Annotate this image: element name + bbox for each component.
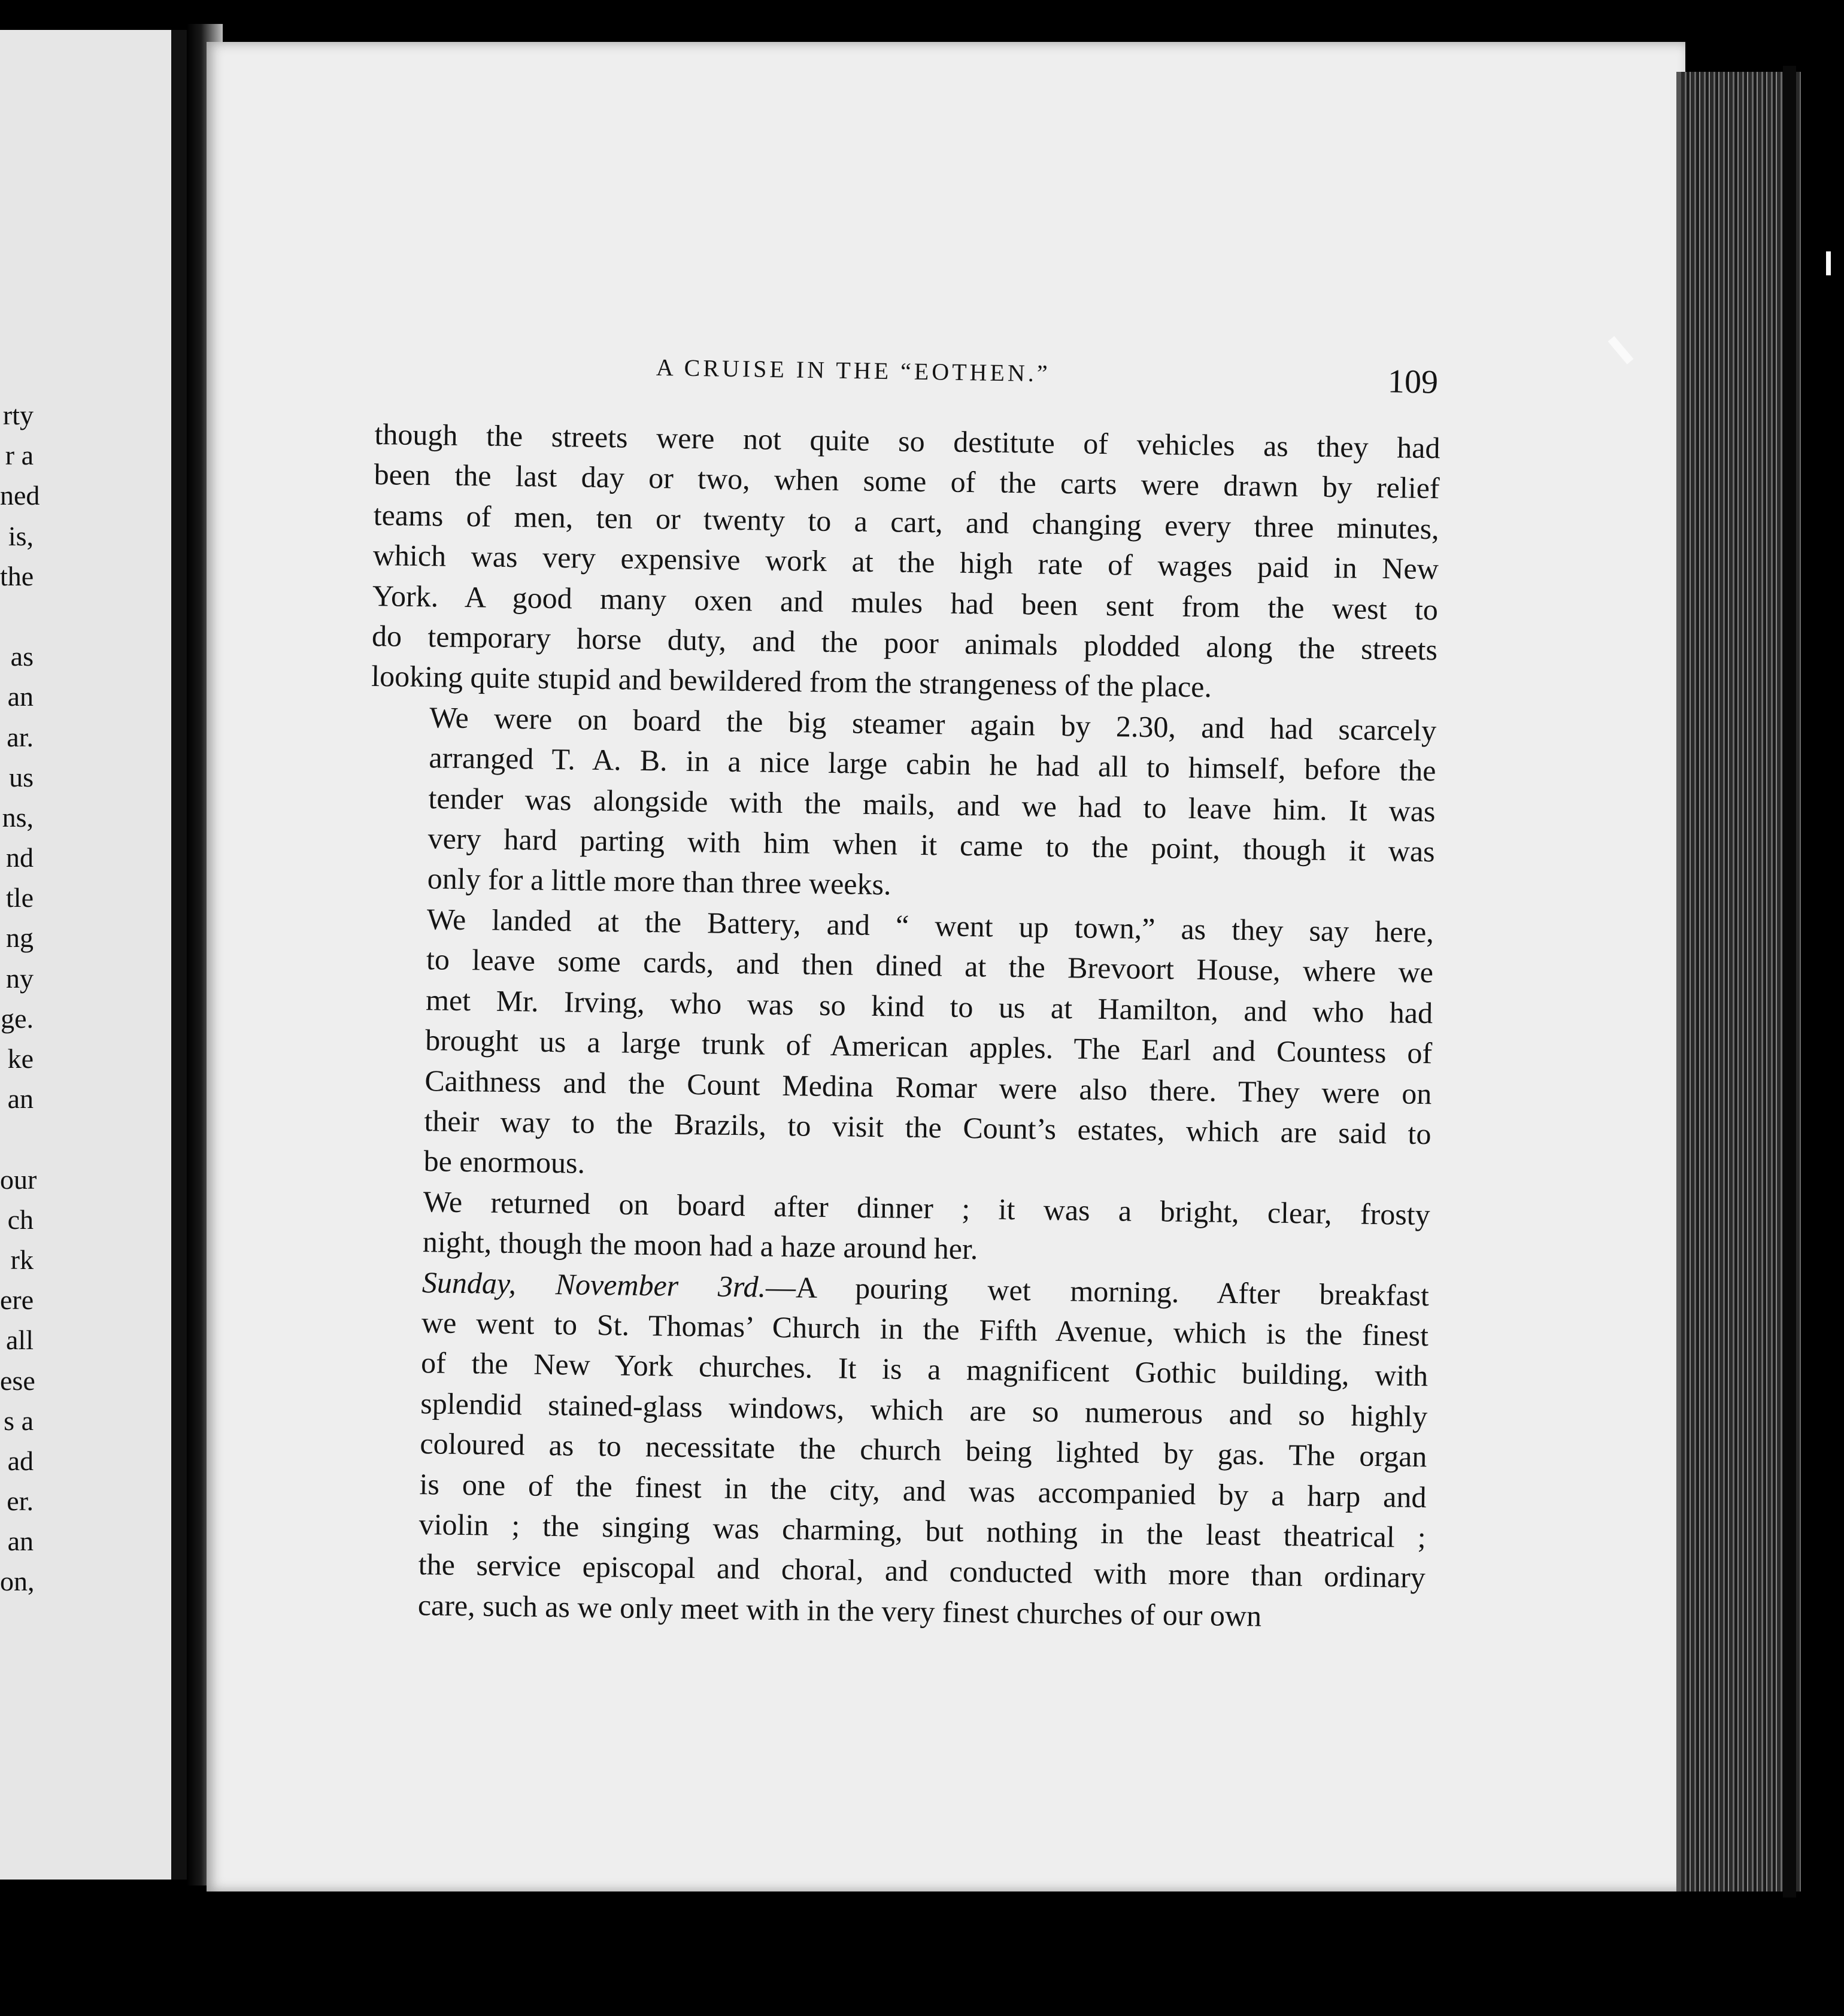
- text-line-content: violin ; the singing was charming, but nothing in the least theatrical ;: [418, 1507, 1426, 1554]
- text-line-content: Caithness and the Count Medina Romar were also there. They were on: [424, 1063, 1432, 1110]
- left-page-line-ending: ere: [0, 1285, 34, 1316]
- text-line-content: very hard parting with him when it came to the point, though it was: [427, 821, 1435, 869]
- left-page-line-ending: as: [10, 641, 34, 672]
- left-page-line-ending: us: [9, 761, 34, 793]
- text-line-content: We were on board the big steamer again by 2.30, and had scarcely: [429, 700, 1437, 748]
- text-line-content: though the streets were not quite so destitute of vehicles as they had: [374, 417, 1440, 465]
- text-line-content: coloured as to necessitate the church being lighted by gas. The organ: [420, 1426, 1427, 1474]
- left-page-line-ending: is,: [8, 520, 34, 551]
- running-head: A CRUISE IN THE “EOTHEN.”: [656, 354, 1051, 387]
- text-line-content: been the last day or two, when some of the carts were drawn by relief: [374, 457, 1440, 505]
- text-line-content: of the New York churches. It is a magnificent Gothic building, with: [420, 1346, 1429, 1393]
- left-facing-page: [0, 30, 187, 1880]
- left-page-line-ending: ny: [6, 963, 34, 994]
- text-line-content: their way to the Brazils, to visit the Count’s estates, which are said to: [424, 1104, 1431, 1151]
- left-page-line-ending: tle: [6, 882, 34, 913]
- text-line-content: —A pouring wet morning. After breakfast: [765, 1270, 1430, 1312]
- paragraph: [368, 697, 1436, 912]
- text-line-content: do temporary horse duty, and the poor animals plodded along the streets: [371, 619, 1438, 667]
- text-line-content: the service episcopal and choral, and conducted with more than ordinary: [418, 1547, 1426, 1595]
- text-line-content: brought us a large trunk of American apples. The Earl and Countess of: [424, 1023, 1433, 1070]
- left-page-line-ending: ng: [6, 922, 34, 954]
- left-page-line-ending: our: [0, 1164, 37, 1195]
- text-line-content: tender was alongside with the mails, and we had to leave him. It was: [428, 781, 1436, 828]
- left-page-line-ending: [0, 596, 171, 636]
- text-line-content: night, though the moon had a haze around her.: [422, 1225, 978, 1266]
- text-line-content: teams of men, ten or twenty to a cart, and changing every three minutes,: [373, 497, 1440, 546]
- left-page-line-ending: er.: [7, 1486, 34, 1517]
- left-page-line-ending: ar.: [7, 721, 34, 752]
- paragraph: [363, 1181, 1430, 1276]
- left-page-line-ending: ch: [7, 1204, 34, 1235]
- left-page-line-ending: ese: [0, 1365, 35, 1396]
- text-line-content: looking quite stupid and bewildered from the strangeness of the place.: [371, 659, 1212, 704]
- left-page-line-ending: ns,: [2, 801, 34, 833]
- body-text: [359, 414, 1440, 1638]
- text-line-content: only for a little more than three weeks.: [427, 861, 891, 901]
- text-line-content: We landed at the Battery, and “ went up town,” as they say here,: [426, 902, 1434, 949]
- text-line-content: which was very expensive work at the high rate of wages paid in New: [372, 538, 1439, 586]
- paragraph: [359, 1261, 1430, 1638]
- left-page-line-ending: an: [7, 681, 34, 712]
- left-page-line-ending: r a: [5, 440, 34, 471]
- left-page-line-ending: ke: [7, 1043, 34, 1074]
- left-page-line-ending: s a: [4, 1405, 34, 1436]
- left-page-line-ending: ad: [7, 1445, 34, 1476]
- text-line-content: met Mr. Irving, who was so kind to us at Hamilton, and who had: [425, 982, 1433, 1030]
- page-fore-edge: [1676, 72, 1801, 1891]
- paragraph: [371, 414, 1440, 711]
- left-page-line-ending: rty: [2, 400, 34, 430]
- left-page-line-ending: all: [6, 1325, 34, 1356]
- page-number: 109: [1387, 363, 1439, 401]
- left-page-line-ending: an: [7, 1083, 34, 1115]
- left-page-line-ending: the: [0, 560, 34, 591]
- left-page-line-ending: an: [7, 1526, 34, 1557]
- text-line-content: is one of the finest in the city, and was accompanied by a harp and: [419, 1467, 1427, 1514]
- text-line-content: We returned on board after dinner ; it was a bright, clear, frosty: [423, 1184, 1431, 1231]
- text-line-content: splendid stained-glass windows, which are so numerous and so highly: [420, 1386, 1428, 1433]
- left-page-line-ending: ned: [0, 480, 40, 511]
- text-line-content: arranged T. A. B. in a nice large cabin he had all to himself, before the: [429, 740, 1436, 788]
- paragraph: [365, 898, 1434, 1195]
- left-page-line-ending: rk: [10, 1244, 34, 1275]
- text-line-content: York. A good many oxen and mules had been sent from the west to: [372, 578, 1439, 626]
- text-line-content: we went to St. Thomas’ Church in the Fifth Avenue, which is the finest: [421, 1305, 1429, 1353]
- left-page-line-ending: nd: [6, 842, 34, 873]
- scan-artifact: [1826, 251, 1831, 275]
- left-page-line-ending: ge.: [1, 1003, 34, 1034]
- text-line-content: care, such as we only meet with in the very finest churches of our own: [417, 1587, 1262, 1633]
- left-page-line-ending: on,: [0, 1566, 35, 1597]
- diary-date: Sunday, November 3rd.: [421, 1265, 766, 1304]
- text-line-content: to leave some cards, and then dined at the Brevoort House, where we: [426, 942, 1434, 989]
- left-page-line-endings: [0, 395, 171, 1602]
- left-page-line-ending: [0, 1119, 171, 1159]
- text-line-content: be enormous.: [423, 1144, 586, 1180]
